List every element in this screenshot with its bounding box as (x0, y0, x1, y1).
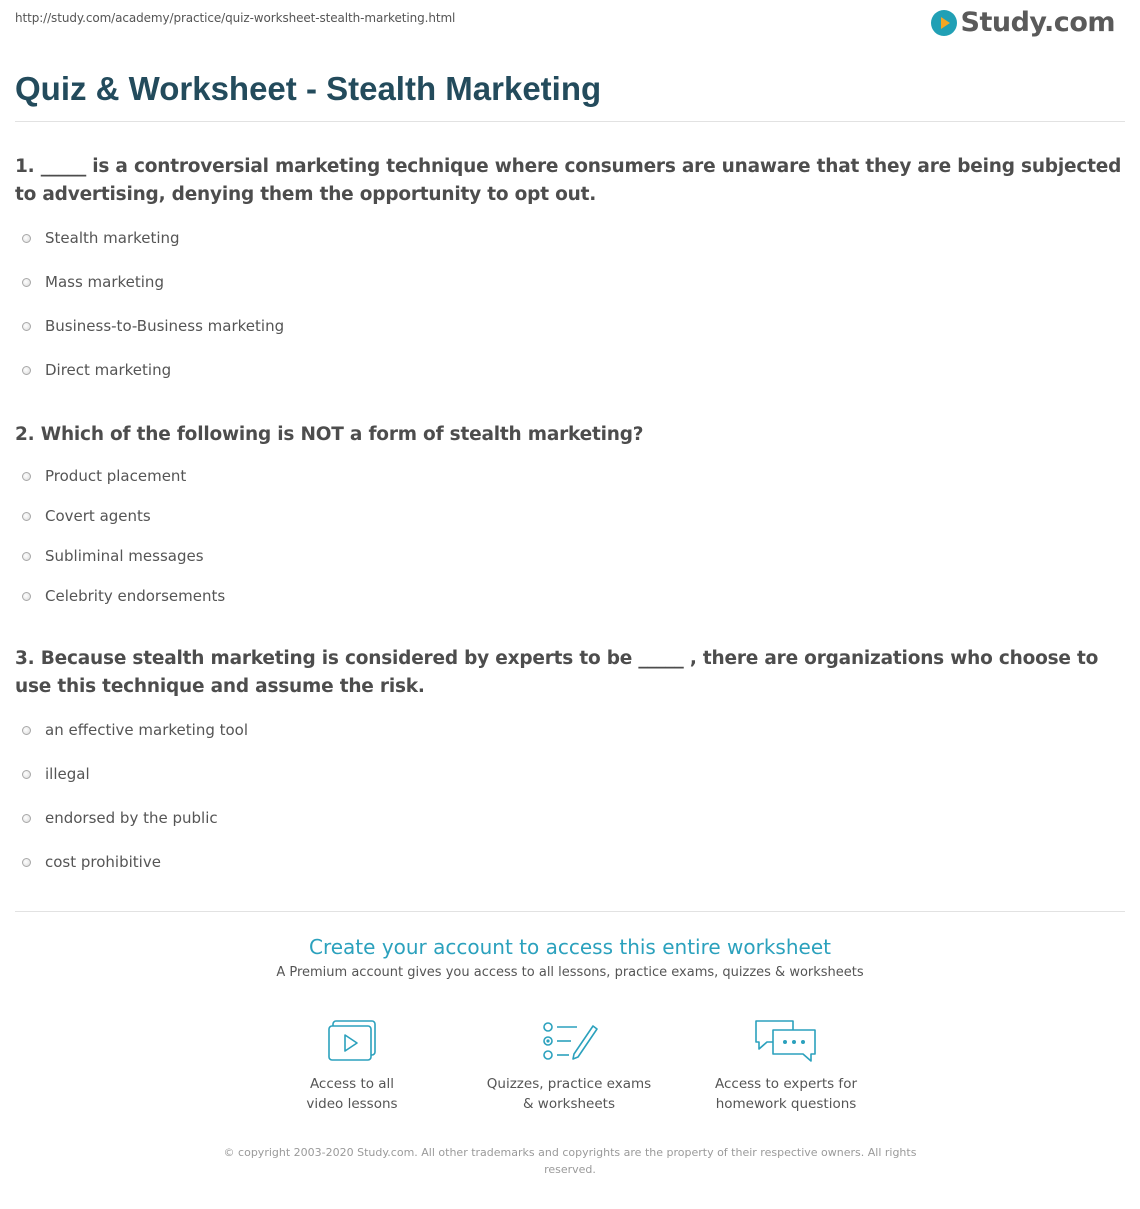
answer-option[interactable] (22, 272, 164, 292)
answer-option[interactable] (22, 586, 225, 606)
page-url[interactable]: http://study.com/academy/practice/quiz-worksheet-stealth-marketing.html (15, 11, 456, 25)
question-1 (15, 153, 1125, 379)
question-text: 3. Because stealth marketing is considered by experts to be _____ , there are organizations who choose to use this technique and assume the risk. (15, 648, 1099, 697)
radio-button[interactable] (22, 858, 31, 867)
option-label[interactable]: endorsed by the public (45, 809, 218, 827)
radio-button[interactable] (22, 366, 31, 375)
copyright-notice (215, 1144, 925, 1178)
option-label[interactable]: Celebrity endorsements (45, 587, 226, 605)
radio-button[interactable] (22, 278, 31, 287)
cta-title[interactable]: Create your account to access this entire worksheet (309, 935, 831, 959)
answer-option[interactable] (22, 228, 180, 248)
answer-option[interactable] (22, 506, 151, 526)
radio-button[interactable] (22, 234, 31, 243)
title-divider (15, 121, 1125, 122)
answer-option[interactable] (22, 360, 171, 380)
copyright-line: © copyright 2003-2020 Study.com. All other trademarks and copyrights are the property of their respective owners. All rights (223, 1146, 917, 1159)
answer-option[interactable] (22, 316, 284, 336)
play-logo-icon (931, 10, 957, 36)
quiz-checklist-icon (539, 1018, 599, 1064)
cta-subtitle: A Premium account gives you access to all lessons, practice exams, quizzes & worksheets (276, 965, 864, 980)
option-label[interactable]: Business-to-Business marketing (45, 317, 285, 335)
study-logo[interactable] (931, 7, 1115, 38)
feature-label-line: Access to experts for (714, 1076, 857, 1092)
radio-button[interactable] (22, 770, 31, 779)
radio-button[interactable] (22, 592, 31, 601)
brand-name: Study.com (960, 7, 1115, 38)
question-text: 1. _____ is a controversial marketing technique where consumers are unaware that they are being subjected to advertising, denying them the opportunity to opt out. (15, 156, 1122, 205)
question-3 (15, 645, 1125, 871)
answer-option[interactable] (22, 720, 248, 740)
feature-quizzes (479, 1018, 659, 1114)
feature-label-line: homework questions (715, 1096, 857, 1112)
radio-button[interactable] (22, 472, 31, 481)
cta-divider (15, 911, 1125, 912)
feature-label (262, 1074, 442, 1114)
feature-video-lessons (262, 1018, 442, 1114)
feature-label-line: Quizzes, practice exams (486, 1076, 652, 1092)
option-label[interactable]: cost prohibitive (45, 853, 161, 871)
radio-button[interactable] (22, 322, 31, 331)
question-2 (15, 421, 1125, 605)
feature-experts (696, 1018, 876, 1114)
chat-bubbles-icon (753, 1018, 819, 1064)
radio-button[interactable] (22, 814, 31, 823)
radio-button[interactable] (22, 726, 31, 735)
answer-option[interactable] (22, 852, 161, 872)
option-label[interactable]: Mass marketing (45, 273, 164, 291)
option-label[interactable]: an effective marketing tool (45, 721, 249, 739)
top-bar (15, 0, 1125, 50)
option-label[interactable]: Product placement (45, 467, 187, 485)
feature-label (479, 1074, 659, 1114)
answer-option[interactable] (22, 764, 90, 784)
video-lessons-icon (326, 1018, 378, 1064)
page-title: Quiz & Worksheet - Stealth Marketing (15, 70, 602, 107)
answer-option[interactable] (22, 466, 186, 486)
premium-cta (15, 935, 1125, 980)
answer-option[interactable] (22, 808, 218, 828)
option-label[interactable]: Covert agents (45, 507, 151, 525)
option-label[interactable]: Direct marketing (45, 361, 172, 379)
feature-label-line: Access to all (309, 1076, 395, 1092)
radio-button[interactable] (22, 512, 31, 521)
feature-label-line: & worksheets (522, 1096, 615, 1112)
option-label[interactable]: illegal (45, 765, 90, 783)
question-text: 2. Which of the following is NOT a form of stealth marketing? (15, 424, 644, 445)
feature-label (696, 1074, 876, 1114)
option-label[interactable]: Stealth marketing (45, 229, 180, 247)
radio-button[interactable] (22, 552, 31, 561)
answer-option[interactable] (22, 546, 204, 566)
feature-label-line: video lessons (306, 1096, 398, 1112)
option-label[interactable]: Subliminal messages (45, 547, 204, 565)
copyright-line: reserved. (544, 1163, 596, 1176)
